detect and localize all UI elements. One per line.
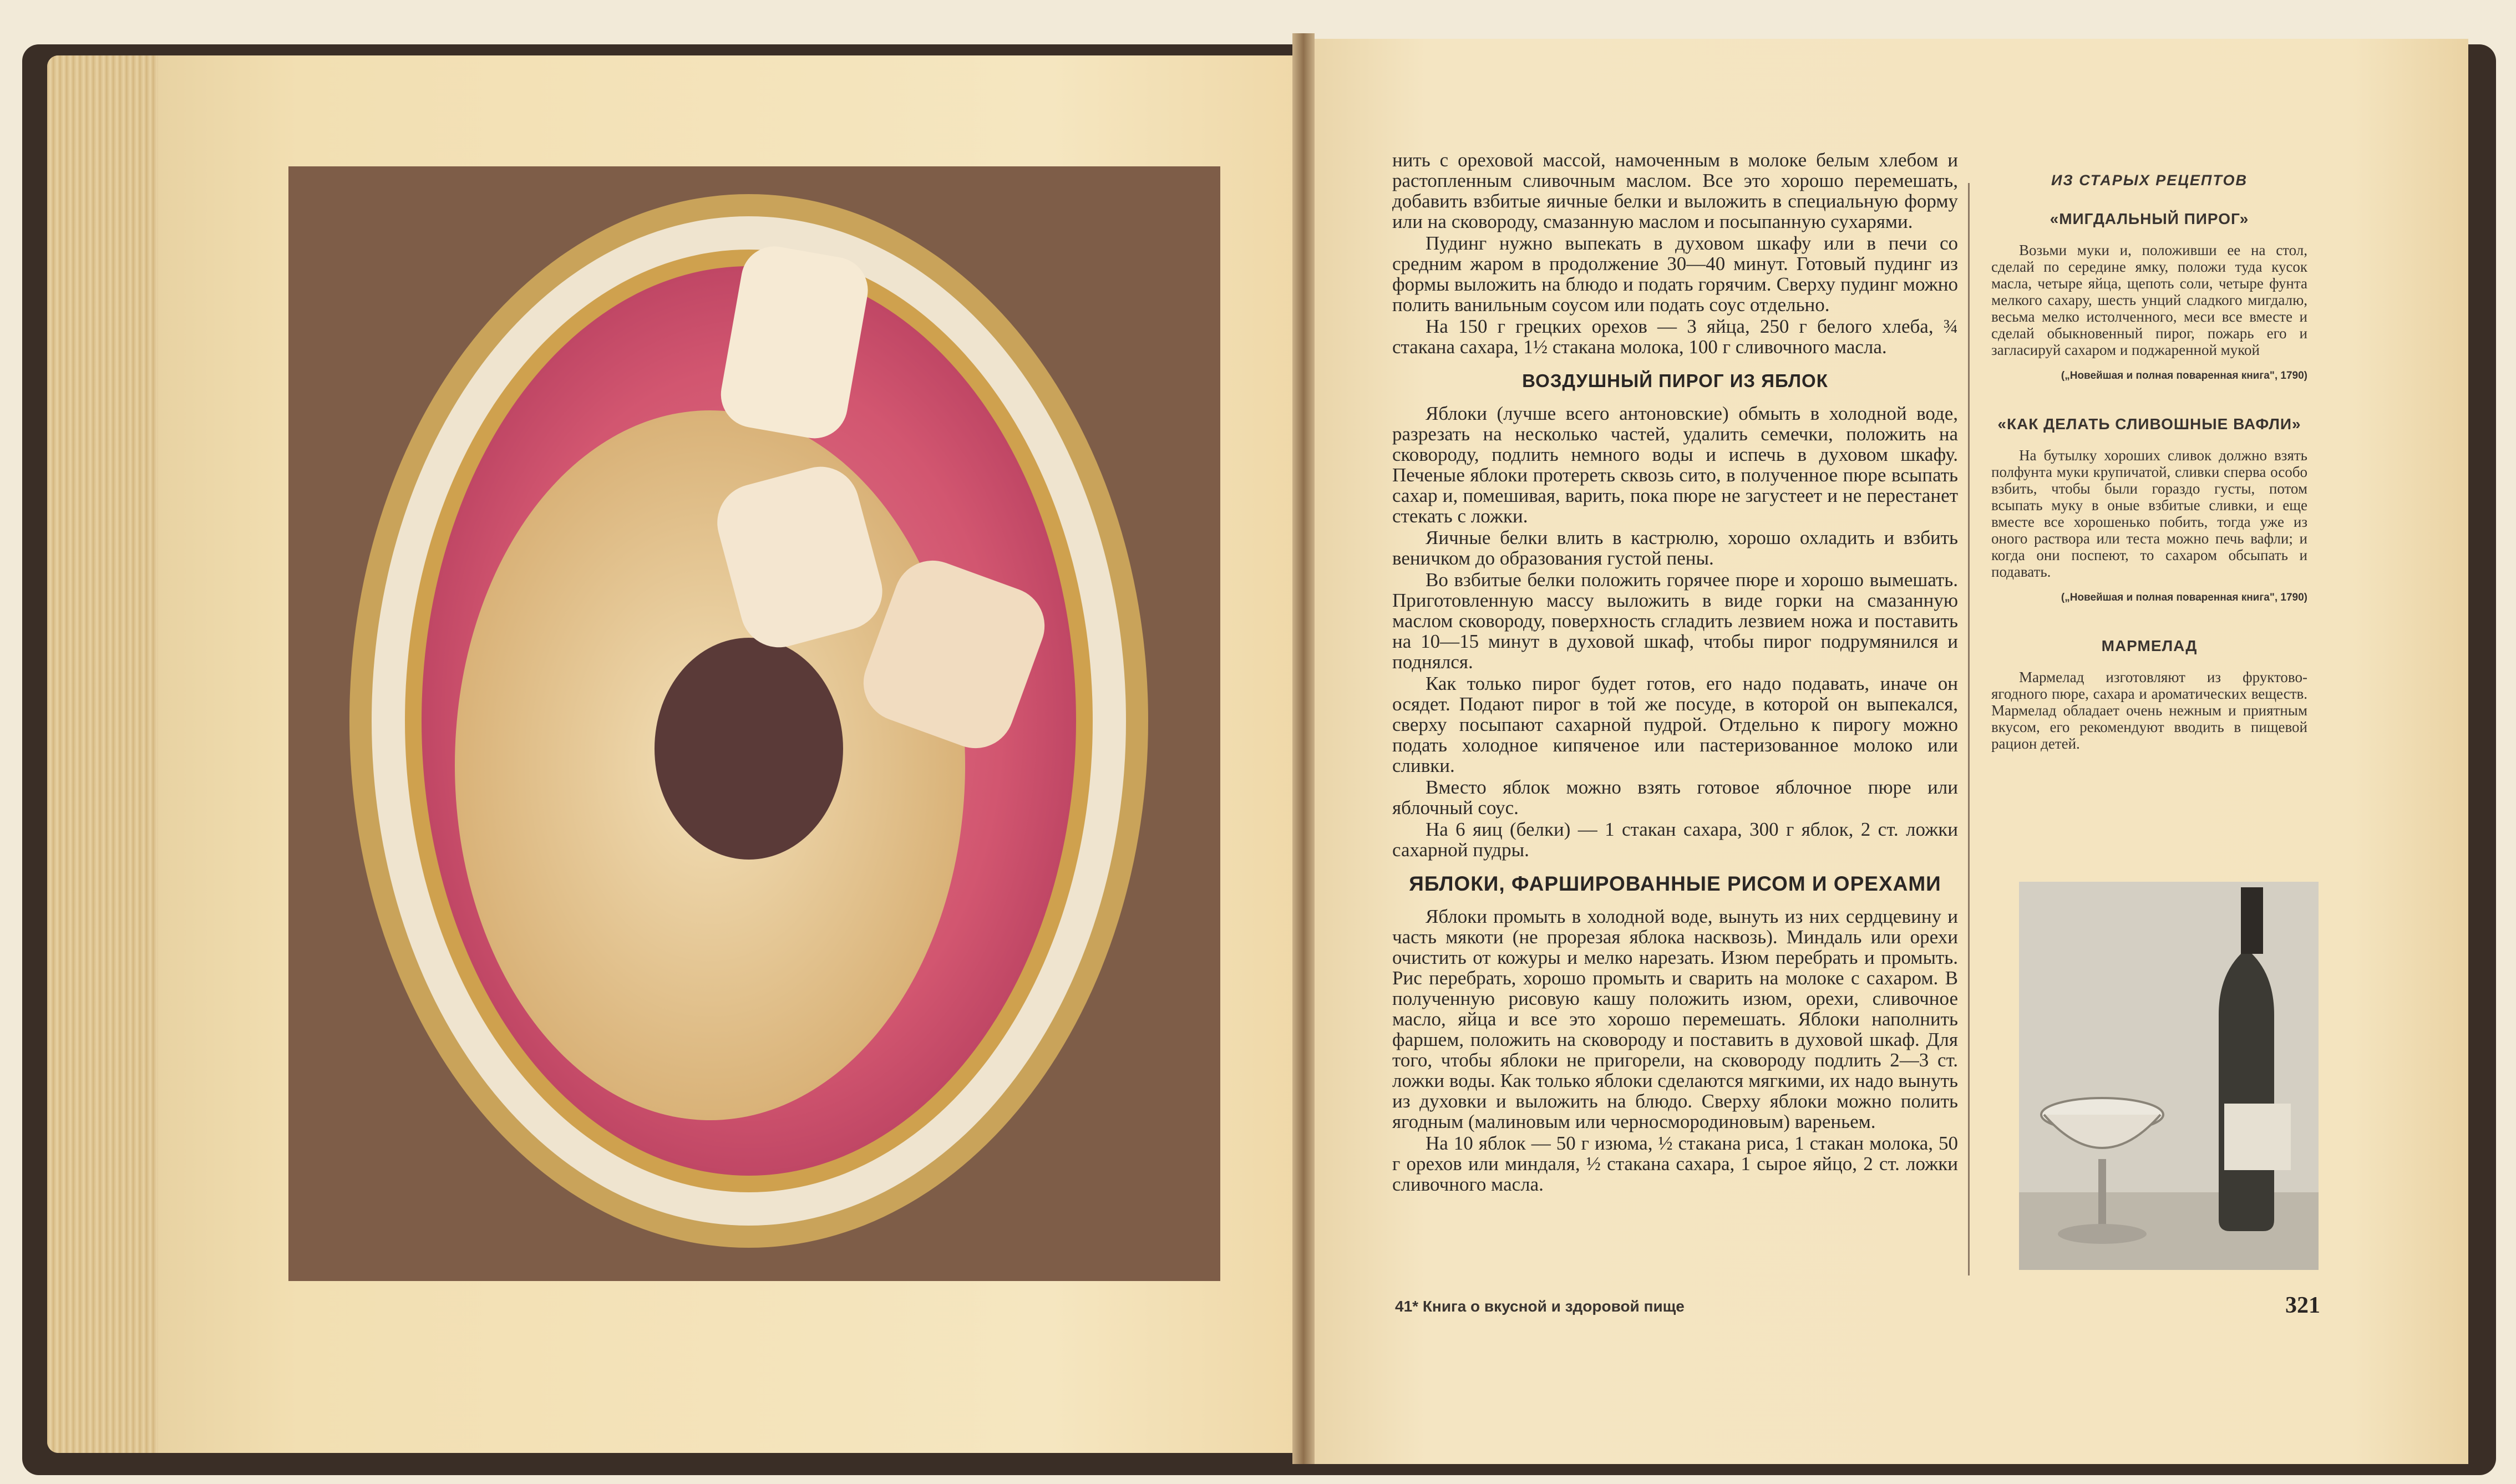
heading-almond-pie: «МИГДАЛЬНЫЙ ПИРОГ»	[2050, 210, 2249, 227]
paragraph: На 6 яиц (белки) — 1 стакан сахара, 300 г яблок, 2 ст. ложки сахарной пудры.	[1392, 819, 1958, 861]
paragraph: нить с ореховой массой, намоченным в молоке белым хлебом и растопленным сливочным маслом. Все это хорошо перемешать, добавить взбитые яичные белки и выложить в специальную форму или на сковороду, смазанную маслом и посыпанную сухарями.	[1392, 149, 1958, 232]
heading-marmalade: МАРМЕЛАД	[2101, 637, 2198, 654]
page-signature: 41* Книга о вкусной и здоровой пище	[1395, 1298, 1685, 1315]
section-title: ИЗ СТАРЫХ РЕЦЕПТОВ	[2051, 172, 2248, 189]
paragraph: Пудинг нужно выпекать в духовом шкафу или в печи со средним жаром в продолжение 30—40 минут. Готовый пудинг из формы выложить на блюдо и подать горячим. Сверху пудинг можно полить ванильным соусом или подать соус отдельно.	[1392, 232, 1958, 316]
paragraph: Вместо яблок можно взять готовое яблочное пюре или яблочный соус.	[1392, 776, 1958, 819]
paragraph: Яичные белки влить в кастрюлю, хорошо охладить и взбить веничком до образования густой пены.	[1392, 527, 1958, 569]
page-number: 321	[2285, 1293, 2320, 1318]
paragraph: Яблоки (лучше всего антоновские) обмыть в холодной воде, разрезать на несколько частей, удалить семечки, положить на сковороду, подлить немного воды и испечь в духовом шкафу. Печеные яблоки протереть сквозь сито, в полученное пюре всыпать сахар и, помешивая, варить, пока пюре не загустеет и не перестанет стекать с ложки.	[1392, 403, 1958, 527]
heading-souffle: ВОЗДУШНЫЙ ПИРОГ ИЗ ЯБЛОК	[1522, 370, 1828, 391]
main-text-column	[1392, 150, 1958, 1196]
paragraph: Мармелад изготовляют из фруктово-ягодного пюре, сахара и ароматических веществ. Мармелад обладает очень нежным и приятным вкусом, его рекомендуют вводить в пищевой рацион детей.	[1991, 669, 2307, 752]
book-spine	[1292, 33, 1315, 1464]
paragraph: Яблоки промыть в холодной воде, вынуть из них сердцевину и часть мякоти (не прорезая яблока насквозь). Миндаль или орехи очистить от кожуры и мелко нарезать. Изюм перебрать и промыть. Рис перебрать, хорошо промыть и сварить на молоке с сахаром. В полученную рисовую кашу положить изюм, орехи, сливочное масло, яйца и все это хорошо перемешать. Яблоки наполнить фаршем, положить на сковороду и поставить в духовой шкаф. Для того, чтобы яблоки не пригорели, на сковороду подлить 2—3 ст. ложки воды. Как только яблоки сделаются мягкими, их надо вынуть из духовки и выложить на блюдо. Сверху яблоки можно полить ягодным (малиновым или черносмородиновым) вареньем.	[1392, 906, 1958, 1132]
apple-souffle-photo	[288, 166, 1220, 1281]
heading-stuffed-apples: ЯБЛОКИ, ФАРШИРОВАННЫЕ РИСОМ И ОРЕХАМИ	[1409, 872, 1941, 895]
paragraph: Возьми муки и, положивши ее на стол, сделай по середине ямку, положи туда кусок масла, четыре яйца, щепоть соли, четыре фунта мелкого сахару, шесть унций сладкого мигдалю, весьма мелко истолченного, меси все вместе и сделай обыкновенный пирог, пожарь его и загласируй сахаром и поджаренной мукой	[1991, 242, 2307, 358]
paragraph: Как только пирог будет готов, его надо подавать, иначе он осядет. Подают пирог в той же посуде, в которой он выпекался, сверху посыпают сахарной пудрой. Отдельно к пирогу можно подать холодное кипяченое или пастеризованное молоко или сливки.	[1392, 673, 1958, 776]
column-divider	[1968, 183, 1970, 1275]
champagne-photo	[2019, 882, 2319, 1270]
heading-waffles: «КАК ДЕЛАТЬ СЛИВОШНЫЕ ВАФЛИ»	[1997, 415, 2301, 433]
paragraph: На бутылку хороших сливок должно взять полфунта муки крупичатой, сливки сперва особо взбить, чтобы были гораздо густы, потом всыпать муку в оные взбитые сливки, и еще вместе все хорошенько побить, тогда уже из оного раствора или теста можно печь вафли; и когда они поспеют, то сахаром обсыпать и подавать.	[1991, 447, 2307, 580]
paragraph: Во взбитые белки положить горячее пюре и хорошо вымешать. Приготовленную массу выложить в виде горки на смазанную маслом сковороду, поверхность сгладить лезвием ножа и поставить на 10—15 минут в духовой шкаф, чтобы пирог подрумянился и поднялся.	[1392, 569, 1958, 673]
plate-illustration	[288, 166, 1220, 1281]
source-citation: („Новейшая и полная поваренная книга", 1790)	[2061, 592, 2307, 603]
champagne-illustration	[2019, 882, 2319, 1270]
page-edges	[47, 55, 158, 1453]
sidebar-column	[1991, 172, 2307, 752]
source-citation: („Новейшая и полная поваренная книга", 1790)	[2061, 370, 2307, 382]
paragraph: На 10 яблок — 50 г изюма, ½ стакана риса, 1 стакан молока, 50 г орехов или миндаля, ½ стакана сахара, 1 сырое яйцо, 2 ст. ложки сливочного масла.	[1392, 1132, 1958, 1195]
paragraph: На 150 г грецких орехов — 3 яйца, 250 г белого хлеба, ¾ стакана сахара, 1½ стакана молока, 100 г сливочного масла.	[1392, 316, 1958, 358]
